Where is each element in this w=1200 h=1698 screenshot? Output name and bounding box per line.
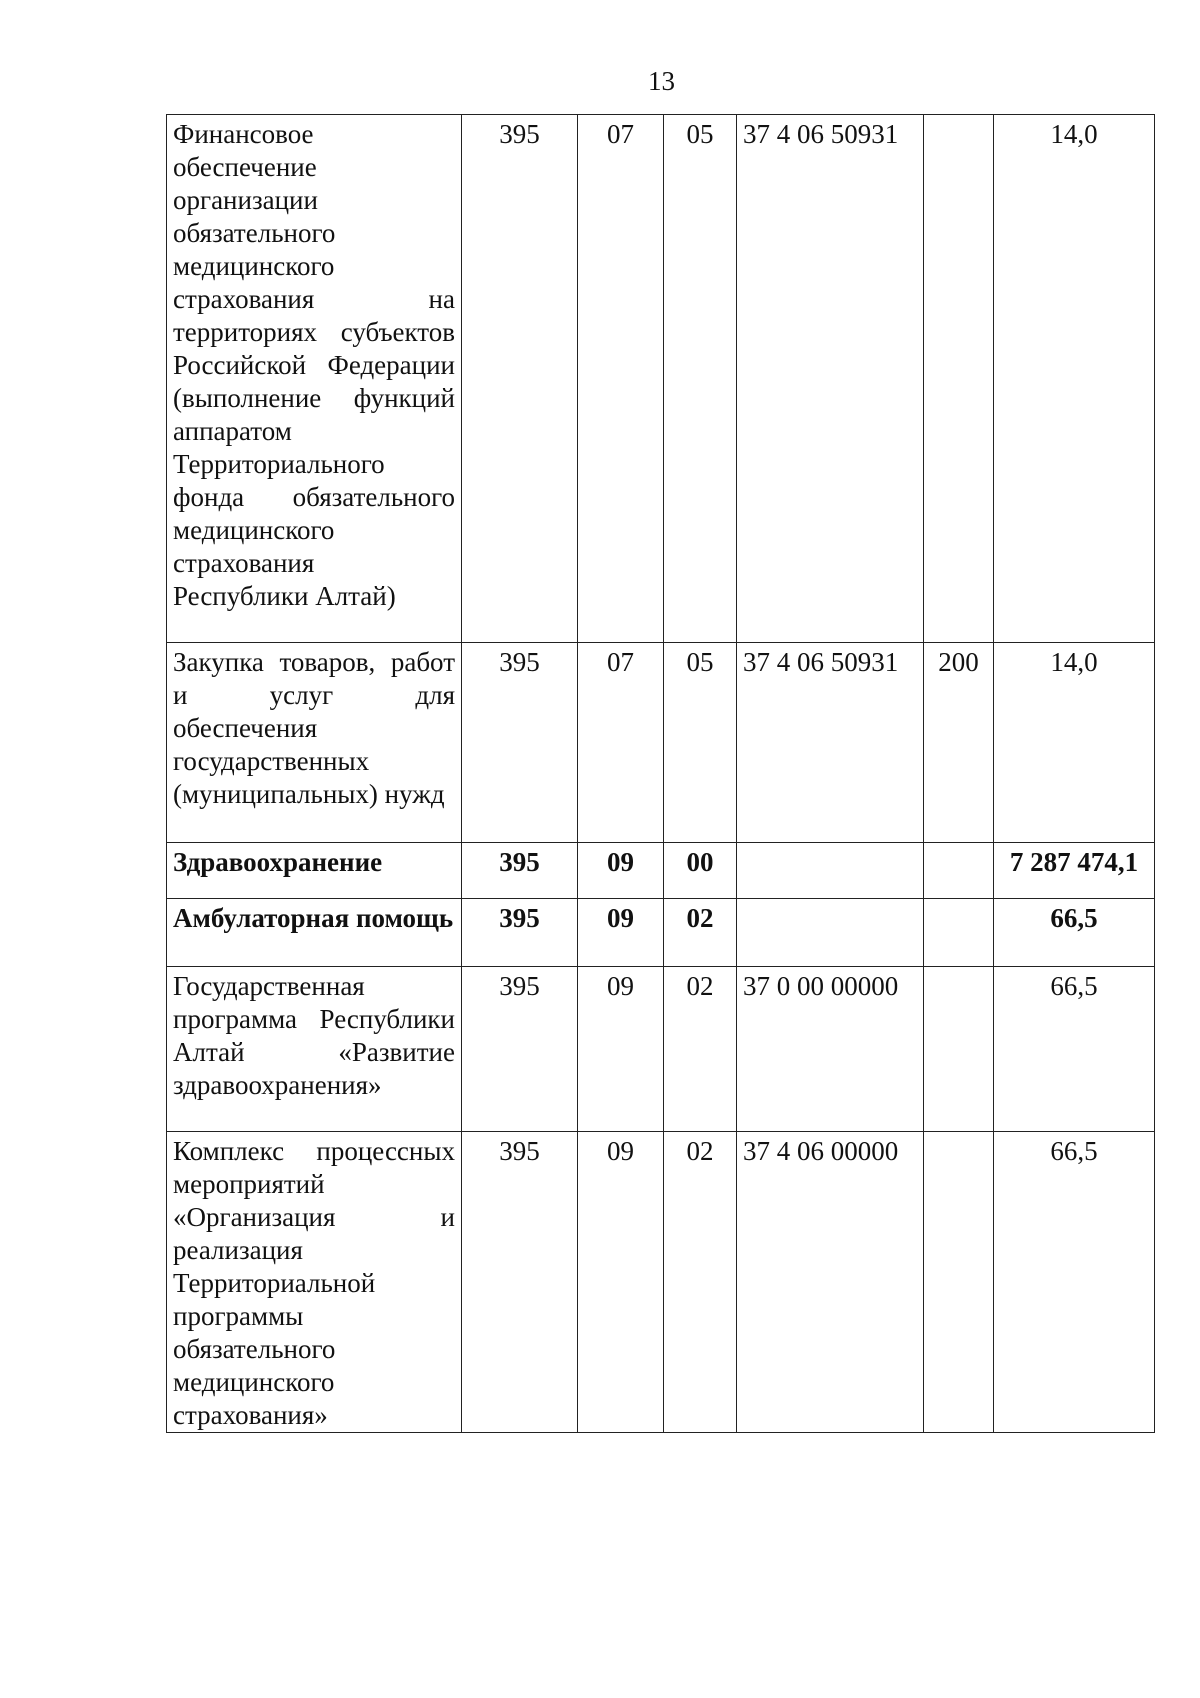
- page-number: 13: [648, 66, 675, 96]
- amount-cell: 14,0: [994, 643, 1155, 843]
- target-article-cell: 37 4 06 50931: [737, 115, 924, 643]
- section-code-cell: 07: [578, 115, 664, 643]
- admin-code-cell: 395: [462, 843, 578, 899]
- subsection-code-cell: 05: [664, 115, 737, 643]
- expense-type-cell: 200: [924, 643, 994, 843]
- section-code-cell: 09: [578, 967, 664, 1132]
- target-article-cell: 37 4 06 00000: [737, 1132, 924, 1433]
- target-article-cell: 37 4 06 50931: [737, 643, 924, 843]
- section-code-cell: 09: [578, 899, 664, 967]
- amount-cell: 66,5: [994, 1132, 1155, 1433]
- expense-type-cell: [924, 1132, 994, 1433]
- section-code-cell: 09: [578, 1132, 664, 1433]
- amount-cell: 14,0: [994, 115, 1155, 643]
- amount-cell: 7 287 474,1: [994, 843, 1155, 899]
- target-article-cell: 37 0 00 00000: [737, 967, 924, 1132]
- table-row: [167, 967, 1155, 1132]
- subsection-code-cell: 02: [664, 967, 737, 1132]
- amount-cell: 66,5: [994, 967, 1155, 1132]
- section-code-cell: 09: [578, 843, 664, 899]
- table-row: [167, 643, 1155, 843]
- expense-name-cell: Закупка товаров, работ и услуг для обеспечения государственных (муниципальных) нужд: [167, 643, 462, 843]
- expense-type-cell: [924, 899, 994, 967]
- expense-type-cell: [924, 843, 994, 899]
- admin-code-cell: 395: [462, 899, 578, 967]
- section-code-cell: 07: [578, 643, 664, 843]
- admin-code-cell: 395: [462, 967, 578, 1132]
- expense-name-cell: Амбулаторная помощь: [167, 899, 462, 967]
- expense-name-cell: Финансовое обеспечение организации обязательного медицинского страхования на территориях субъектов Российской Федерации (выполнение функций аппаратом Территориального фонда обязательного медицинского страхования Республики Алтай): [167, 115, 462, 643]
- table-row-section-heading: [167, 843, 1155, 899]
- table-row: [167, 115, 1155, 643]
- target-article-cell: [737, 899, 924, 967]
- budget-table: [166, 114, 1155, 1433]
- admin-code-cell: 395: [462, 643, 578, 843]
- admin-code-cell: 395: [462, 115, 578, 643]
- expense-type-cell: [924, 115, 994, 643]
- expense-name-cell: Здравоохранение: [167, 843, 462, 899]
- target-article-cell: [737, 843, 924, 899]
- expense-name-cell: Комплекс процессных мероприятий «Организация и реализация Территориальной программы обязательного медицинского страхования»: [167, 1132, 462, 1433]
- expense-type-cell: [924, 967, 994, 1132]
- subsection-code-cell: 05: [664, 643, 737, 843]
- subsection-code-cell: 02: [664, 899, 737, 967]
- subsection-code-cell: 02: [664, 1132, 737, 1433]
- table-row-subsection-heading: [167, 899, 1155, 967]
- admin-code-cell: 395: [462, 1132, 578, 1433]
- amount-cell: 66,5: [994, 899, 1155, 967]
- subsection-code-cell: 00: [664, 843, 737, 899]
- expense-name-cell: Государственная программа Республики Алтай «Развитие здравоохранения»: [167, 967, 462, 1132]
- table-row: [167, 1132, 1155, 1433]
